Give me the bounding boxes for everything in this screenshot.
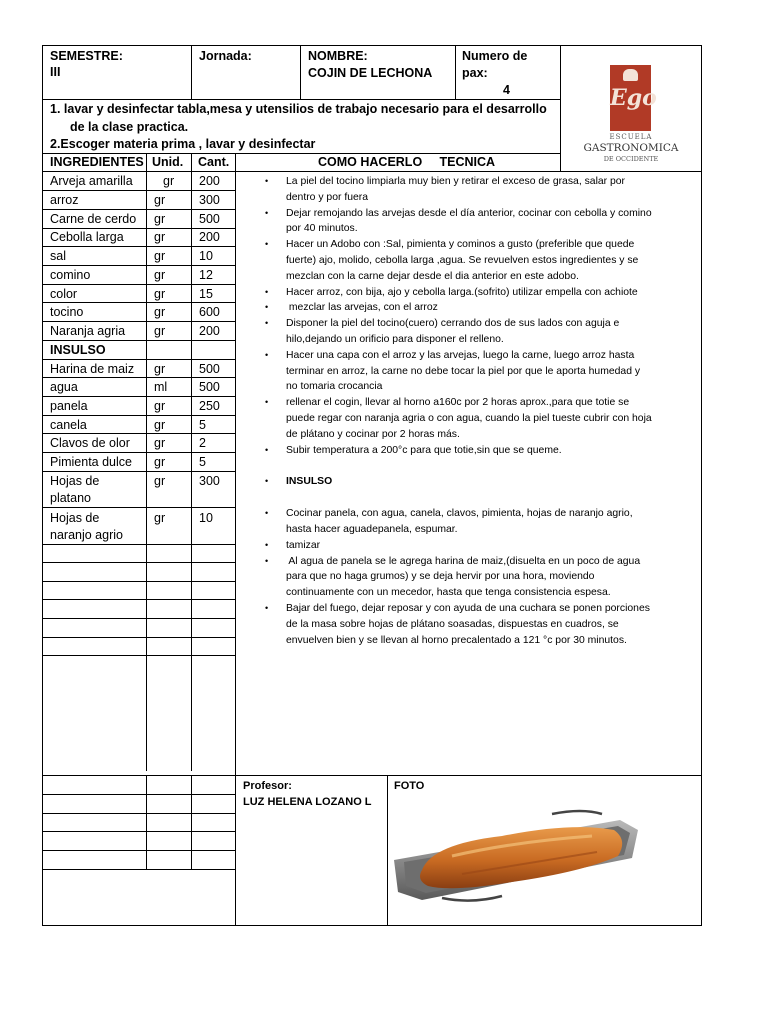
ingredient-name: comino [50, 268, 91, 282]
step-line: Hacer arroz, con bija, ajo y cebolla larga.(sofrito) utilizar empella con achiote [286, 286, 638, 298]
step-line: La piel del tocino limpiarla muy bien y retirar el exceso de grasa, salar por [286, 176, 626, 187]
ingredient-qty: 500 [199, 380, 220, 394]
semestre-label: SEMESTRE: [50, 49, 123, 63]
bullet-icon: • [265, 302, 269, 313]
col-ingredientes: INGREDIENTES [50, 155, 144, 169]
step-line: mezclan con la carne dejar desde el dia anterior en este adobo. [286, 270, 579, 282]
bullet-icon: • [265, 318, 269, 329]
step-line: terminar en arroz, la carne no debe tocar la piel por que le aporta humedad y [286, 365, 641, 377]
insulso-title: INSULSO [286, 476, 333, 488]
ingredient-name: arroz [50, 193, 79, 207]
ingredient-unit: gr [154, 249, 166, 263]
ingredient-name: Arveja amarilla [50, 174, 133, 188]
ingredient-name: Naranja agria [50, 324, 126, 338]
ingredient-qty: 5 [199, 418, 206, 432]
roast-tray-image [392, 800, 642, 910]
chef-hat-icon [623, 69, 638, 81]
profesor-label: Profesor: [243, 780, 292, 792]
logo-emblem [610, 65, 657, 131]
ingredient-qty: 2 [199, 436, 206, 450]
step-item [262, 300, 698, 316]
ingredient-unit: gr [154, 455, 166, 469]
bullet-icon: • [265, 444, 269, 455]
dish-photo [392, 800, 642, 910]
ingredient-unit: gr [154, 305, 166, 319]
bullet-icon: • [265, 555, 269, 566]
profesor-name: LUZ HELENA LOZANO L [243, 796, 372, 808]
step-line: Subir temperatura a 200°c para que totie,sin que se queme. [286, 444, 562, 456]
ingredient-unit: gr [154, 212, 166, 226]
step-line: no tomaria crocancia [286, 381, 383, 393]
ingredient-unit: gr [154, 418, 166, 432]
ingredient-qty: 5 [199, 455, 206, 469]
ingredient-name: Harina de maiz [50, 362, 135, 376]
foto-label: FOTO [394, 780, 425, 792]
ingredient-name: Cebolla larga [50, 230, 124, 244]
step-item [262, 601, 698, 648]
step-line: dentro y por fuera [286, 191, 369, 203]
bullet-icon: • [265, 207, 269, 218]
step-line: tamizar [286, 539, 321, 551]
step-line: puede regar con naranja agria o con agua, cuando la piel tueste cubrir con hoja [286, 412, 652, 424]
ingredient-qty: 10 [199, 249, 213, 263]
ingredient-name: agua [50, 380, 78, 394]
step-line: de plátano y cocinar por 2 horas más. [286, 428, 460, 440]
bullet-icon: • [265, 508, 269, 519]
step-line: Hacer una capa con el arroz y las arvejas, luego la carne, luego arroz hasta [286, 349, 635, 361]
step-line: envuelven bien y se llevan al horno precalentado a 121 °c por 30 minutos. [286, 634, 627, 646]
step-item [262, 538, 698, 554]
ingredient-qty: 300 [199, 193, 220, 207]
step-line: de la masa sobre hojas de plátano soasadas, dispuestas en cuadros, se [286, 618, 619, 630]
ingredient-qty: 500 [199, 212, 220, 226]
insulso-heading [262, 474, 698, 490]
logo-line1: ESCUELA [609, 133, 653, 141]
step-item [262, 395, 698, 442]
bullet-icon: • [265, 349, 269, 360]
jornada-label: Jornada: [199, 49, 252, 63]
instruction-2: 2.Escoger materia prima , lavar y desinfectar [50, 137, 316, 151]
ingredient-section-insulso: INSULSO [50, 343, 106, 357]
ingredient-name: canela [50, 418, 87, 432]
ingredient-name-cont: naranjo agrio [50, 528, 123, 542]
ingredient-qty: 300 [199, 474, 220, 488]
bullet-icon: • [265, 397, 269, 408]
pax-value: 4 [503, 83, 510, 97]
ingredient-unit: gr [154, 324, 166, 338]
step-line: Cocinar panela, con agua, canela, clavos, pimienta, hojas de naranjo agrio, [286, 508, 633, 520]
bullet-icon: • [265, 176, 269, 186]
semestre-value: III [50, 65, 61, 79]
step-item [262, 285, 698, 301]
ingredient-unit: gr [154, 268, 166, 282]
step-item [262, 348, 698, 395]
logo-line3: DE OCCIDENTE [603, 155, 659, 163]
step-line: Disponer la piel del tocino(cuero) cerrando dos de sus lados con aguja e [286, 318, 620, 330]
step-line: mezclar las arvejas, con el arroz [286, 302, 438, 314]
ingredient-qty: 12 [199, 268, 213, 282]
bullet-icon: • [265, 239, 269, 250]
ingredient-qty: 500 [199, 362, 220, 376]
step-line: por 40 minutos. [286, 223, 358, 235]
method-steps [262, 174, 698, 648]
ingredient-qty: 200 [199, 324, 220, 338]
step-line: hilo,dejando un orificio para disponer el relleno. [286, 333, 504, 345]
ingredient-unit: gr [154, 436, 166, 450]
ingredient-unit: gr [154, 511, 166, 525]
bullet-icon: • [265, 476, 269, 487]
ingredient-qty: 15 [199, 287, 213, 301]
tray-handle [442, 896, 502, 901]
ingredient-name: Hojas de [50, 474, 100, 488]
ingredient-name: color [50, 287, 78, 301]
nombre-label: NOMBRE: [308, 49, 368, 63]
ingredient-qty: 250 [199, 399, 220, 413]
bullet-icon: • [265, 286, 269, 297]
step-line: Dejar remojando las arvejas desde el día anterior, cocinar con cebolla y comino [286, 207, 652, 219]
ingredient-unit: gr [154, 193, 166, 207]
step-line: hasta hacer aguadepanela, espumar. [286, 523, 458, 535]
step-item [262, 554, 698, 601]
ingredient-qty: 10 [199, 511, 213, 525]
step-line: continuamente con un mecedor, hasta que tenga consistencia espesa. [286, 587, 611, 599]
ingredient-name: sal [50, 249, 66, 263]
step-line: rellenar el cogin, llevar al horno a160c por 2 horas aprox.,para que totie se [286, 397, 630, 409]
logo-mark: Ego [610, 85, 657, 111]
ingredient-name-cont: platano [50, 491, 92, 505]
ingredient-name: Clavos de olor [50, 436, 130, 450]
step-item [262, 443, 698, 459]
col-cant: Cant. [198, 155, 230, 169]
step-line: Al agua de panela se le agrega harina de maiz,(disuelta en un poco de agua [286, 555, 641, 567]
ingredient-unit: gr [154, 399, 166, 413]
step-line: Hacer un Adobo con :Sal, pimienta y cominos a gusto (preferible que quede [286, 239, 635, 251]
ingredient-unit: gr [163, 174, 175, 188]
ingredient-name: Carne de cerdo [50, 212, 137, 226]
step-item [262, 506, 698, 538]
bullet-icon: • [265, 602, 269, 613]
step-line: para que no haga grumos) y se deja hervir por una hora, moviendo [286, 571, 595, 583]
col-como-hacerlo: COMO HACERLO TECNICA [318, 155, 496, 169]
step-item [262, 174, 698, 206]
ingredient-qty: 600 [199, 305, 220, 319]
school-logo [562, 47, 700, 169]
ingredient-unit: gr [154, 362, 166, 376]
ingredient-qty: 200 [199, 230, 220, 244]
ingredient-name: Pimienta dulce [50, 455, 132, 469]
step-line: Bajar del fuego, dejar reposar y con ayuda de una cuchara se ponen porciones [286, 602, 650, 614]
instruction-1-cont: de la clase practica. [70, 120, 189, 134]
col-unid: Unid. [152, 155, 184, 169]
pax-label-line2: pax: [462, 66, 488, 80]
ingredient-name: tocino [50, 305, 84, 319]
instruction-1: 1. lavar y desinfectar tabla,mesa y utensilios de trabajo necesario para el desarrollo [50, 102, 547, 116]
ingredient-unit: gr [154, 230, 166, 244]
step-item [262, 237, 698, 284]
ingredient-qty: 200 [199, 174, 220, 188]
nombre-value: COJIN DE LECHONA [308, 66, 433, 80]
step-line: fuerte) ajo, molido, cebolla larga ,agua. Se revuelven estos ingredientes y se [286, 254, 639, 266]
tray-handle [552, 811, 602, 814]
step-item [262, 206, 698, 238]
logo-line2: GASTRONOMICA [583, 142, 679, 154]
ingredient-unit: ml [154, 380, 168, 394]
ingredient-unit: gr [154, 287, 166, 301]
bullet-icon: • [265, 539, 269, 550]
ingredient-unit: gr [154, 474, 166, 488]
ingredient-name: Hojas de [50, 511, 100, 525]
pax-label-line1: Numero de [462, 49, 528, 63]
step-item [262, 316, 698, 348]
ingredient-name: panela [50, 399, 88, 413]
